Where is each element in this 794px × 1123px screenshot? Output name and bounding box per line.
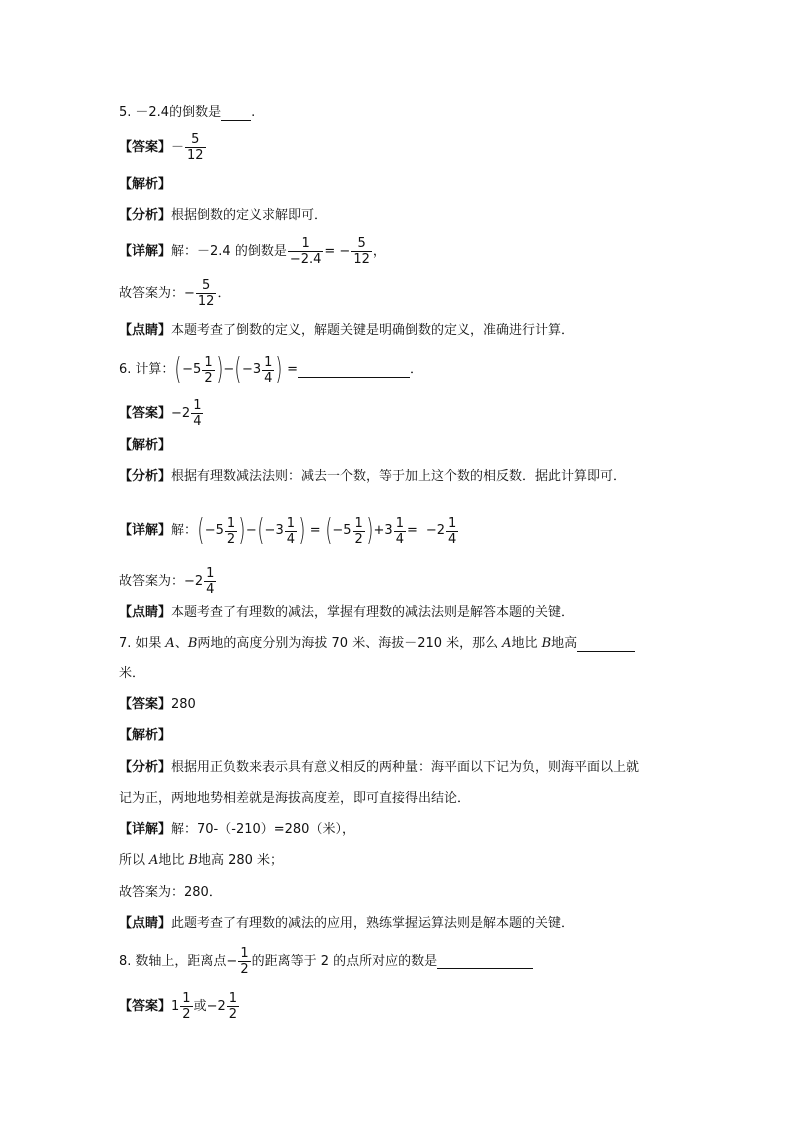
paren-close: ) [275, 352, 283, 387]
frac-num: 1 [240, 946, 249, 961]
detail-fraction [288, 236, 324, 267]
detail-label: 【详解】 [119, 822, 172, 837]
q8-number: 8. [119, 953, 132, 969]
paren-close: ) [298, 513, 306, 548]
dianjing-label: 【点睛】 [119, 605, 172, 620]
paren-open: ( [174, 352, 182, 387]
mixed-frac [191, 398, 203, 429]
detail-text: 解：－2.4 的倒数是 [171, 243, 287, 259]
answer-value: 280 [171, 697, 196, 712]
detail-result-fraction [351, 236, 372, 267]
detail-end: ， [372, 243, 386, 259]
q5-dianjing-line [119, 322, 574, 340]
mixed-frac [180, 991, 192, 1022]
frac-num: 1 [286, 515, 295, 531]
paren-close: ) [215, 352, 223, 387]
dianjing-text: 此题考查了有理数的减法的应用，熟练掌握运算法则是解本题的关键． [171, 916, 575, 931]
frac-den: 2 [226, 531, 236, 547]
detail-text: 解：70-（-210）=280（米）， [171, 822, 355, 837]
q7-line2: 米． [119, 666, 146, 681]
frac-den: −2.4 [289, 252, 322, 267]
or-text: 或 [193, 998, 207, 1014]
q5-line [119, 104, 255, 122]
frac-num: 5 [202, 278, 211, 293]
frac-num: 1 [395, 515, 404, 531]
frac-num: 1 [226, 515, 236, 531]
frac-den: 12 [187, 148, 204, 163]
gu-end: ． [217, 285, 231, 301]
q5-answer-sign: － [171, 139, 185, 155]
mixed-int: −5 [182, 362, 202, 377]
mixed-int: 1 [171, 998, 180, 1014]
frac-den: 12 [197, 294, 215, 309]
q6-detail-line [119, 514, 459, 548]
q7-text: 两地的高度分别为海拔 70 米、海拔－210 米，那么 [197, 636, 499, 651]
mixed-int: −5 [332, 523, 352, 538]
q8-text: 的距离等于 2 的点所对应的数是 [251, 953, 438, 969]
fenxi-label: 【分析】 [119, 760, 172, 775]
mixed-int: −2 [425, 523, 446, 538]
q7-fenxi-line2: 记为正，两地地势相差就是海拔高度差，即可直接得出结论． [119, 791, 471, 806]
q5-analysis-label: 【解析】 [119, 177, 172, 192]
mixed-frac [353, 516, 365, 547]
paren-close: ) [366, 513, 374, 548]
equals-sign: = − [324, 243, 351, 259]
frac-num: 1 [228, 991, 238, 1006]
equals-sign: = [309, 523, 321, 538]
q5-text: 的倒数是 [169, 105, 222, 120]
q5-number: 5. [119, 105, 132, 120]
var-b: B [541, 636, 552, 651]
q8-answer-line [119, 991, 240, 1022]
frac-num: 1 [354, 515, 363, 531]
minus-sign: − [245, 523, 257, 538]
q6-gu-line [119, 566, 217, 597]
detail-label: 【详解】 [119, 243, 172, 259]
frac-den: 4 [286, 531, 295, 547]
q7-detail-line [119, 821, 355, 839]
mixed-int: −3 [264, 523, 284, 538]
q6-line [119, 353, 423, 387]
detail-text: 解： [171, 523, 198, 538]
mixed-frac [225, 516, 237, 547]
frac-den: 2 [240, 962, 249, 977]
frac-den: 4 [206, 582, 215, 597]
q6-text: 计算： [135, 362, 175, 377]
mixed-frac [202, 355, 214, 386]
frac-num: 1 [264, 354, 273, 370]
q6-answer-line [119, 398, 204, 429]
frac-den: 4 [264, 370, 273, 386]
answer-label: 【答案】 [119, 405, 172, 421]
mixed-int: −3 [241, 362, 262, 377]
q8-text: 数轴上，距离点 [135, 953, 227, 969]
q7-text: 如果 [135, 636, 162, 651]
detail-label: 【详解】 [119, 523, 172, 538]
q6-end: ． [410, 362, 424, 377]
q5-fenxi-line [119, 207, 327, 225]
q6-analysis-label: 【解析】 [119, 438, 172, 453]
equals-sign: = [406, 523, 418, 538]
fenxi-label: 【分析】 [119, 469, 172, 484]
frac-num: 1 [448, 515, 457, 531]
q7-line [119, 635, 635, 653]
gu-fraction [196, 278, 217, 309]
q5-detail-line [119, 236, 386, 267]
frac-den: 2 [228, 1007, 238, 1022]
q7-analysis-label: 【解析】 [119, 728, 172, 743]
frac-num: 1 [204, 354, 213, 370]
q7-gu-line: 故答案为：280． [119, 885, 222, 900]
q7-number: 7. [119, 636, 132, 651]
q6-dianjing-line [119, 604, 574, 622]
paren-open: ( [257, 513, 265, 548]
frac-num: 5 [191, 132, 200, 147]
frac-den: 2 [204, 370, 213, 386]
gu-text: 故答案为：− [119, 285, 195, 301]
q5-gu-line [119, 278, 230, 309]
paren-open: ( [324, 513, 332, 548]
paren-open: ( [197, 513, 205, 548]
equals-sign: = [287, 362, 299, 377]
q6-fenxi-line [119, 468, 626, 486]
q7-dianjing-line [119, 915, 574, 933]
fenxi-text: 根据有理数减法法则：减去一个数，等于加上这个数的相反数．据此计算即可． [171, 469, 627, 484]
so-text: 地高 280 米； [197, 853, 284, 868]
plus-int: +3 [373, 523, 393, 538]
frac-den: 4 [395, 531, 404, 547]
paren-open: ( [234, 352, 242, 387]
dianjing-text: 本题考查了有理数的减法，掌握有理数的减法法则是解答本题的关键． [171, 605, 575, 620]
q5-answer-fraction [185, 132, 206, 163]
q7-fenxi-line [119, 759, 639, 777]
mixed-int: −5 [204, 523, 224, 538]
q7-text: 地高 [551, 636, 578, 651]
q7-blank [577, 637, 635, 652]
frac-den: 4 [448, 531, 457, 547]
answer-label: 【答案】 [119, 697, 172, 712]
mixed-frac [285, 516, 297, 547]
var-a: A [502, 636, 512, 651]
frac-num: 1 [193, 398, 202, 413]
frac-num: 5 [357, 236, 366, 251]
minus-sign: − [223, 362, 235, 377]
so-text: 所以 [119, 853, 146, 868]
q7-text: 地比 [511, 636, 538, 651]
fenxi-text: 根据用正负数来表示具有意义相反的两种量：海平面以下记为负，则海平面以上就 [171, 760, 640, 775]
q7-text: 、 [174, 636, 188, 651]
frac-den: 2 [354, 531, 363, 547]
paren-close: ) [238, 513, 246, 548]
fenxi-label: 【分析】 [119, 208, 172, 223]
fenxi-text: 根据倒数的定义求解即可． [171, 208, 328, 223]
q5-answer-line [119, 132, 207, 163]
mixed-frac [227, 991, 239, 1022]
q5-blank [221, 106, 251, 121]
mixed-frac [394, 516, 406, 547]
frac-num: 1 [301, 236, 310, 251]
var-b: B [188, 853, 198, 868]
mixed-int: −2 [171, 405, 191, 421]
q8-fraction [238, 946, 250, 977]
mixed-frac [446, 516, 458, 547]
frac-num: 1 [206, 566, 215, 581]
mixed-int: −2 [206, 998, 226, 1014]
q7-so-line [119, 852, 283, 870]
mixed-frac [262, 355, 274, 386]
q5-value: －2.4 [135, 105, 170, 120]
q6-blank [298, 363, 410, 378]
frac-den: 4 [193, 414, 202, 429]
q8-blank [437, 954, 533, 969]
q6-number: 6. [119, 362, 132, 377]
var-a: A [165, 636, 175, 651]
minus-sign: − [226, 953, 238, 969]
frac-den: 2 [182, 1007, 191, 1022]
frac-num: 1 [182, 991, 191, 1006]
frac-den: 12 [353, 252, 370, 267]
var-b: B [187, 636, 198, 651]
var-a: A [149, 853, 159, 868]
dianjing-text: 本题考查了倒数的定义，解题关键是明确倒数的定义，准确进行计算． [171, 323, 575, 338]
q5-end: . [251, 105, 256, 120]
gu-text: 故答案为：−2 [119, 573, 204, 589]
so-text: 地比 [158, 853, 185, 868]
q8-line [119, 946, 533, 977]
dianjing-label: 【点睛】 [119, 323, 172, 338]
dianjing-label: 【点睛】 [119, 916, 172, 931]
answer-label: 【答案】 [119, 139, 172, 155]
answer-label: 【答案】 [119, 998, 172, 1014]
q7-answer-line [119, 696, 196, 714]
mixed-frac [204, 566, 216, 597]
